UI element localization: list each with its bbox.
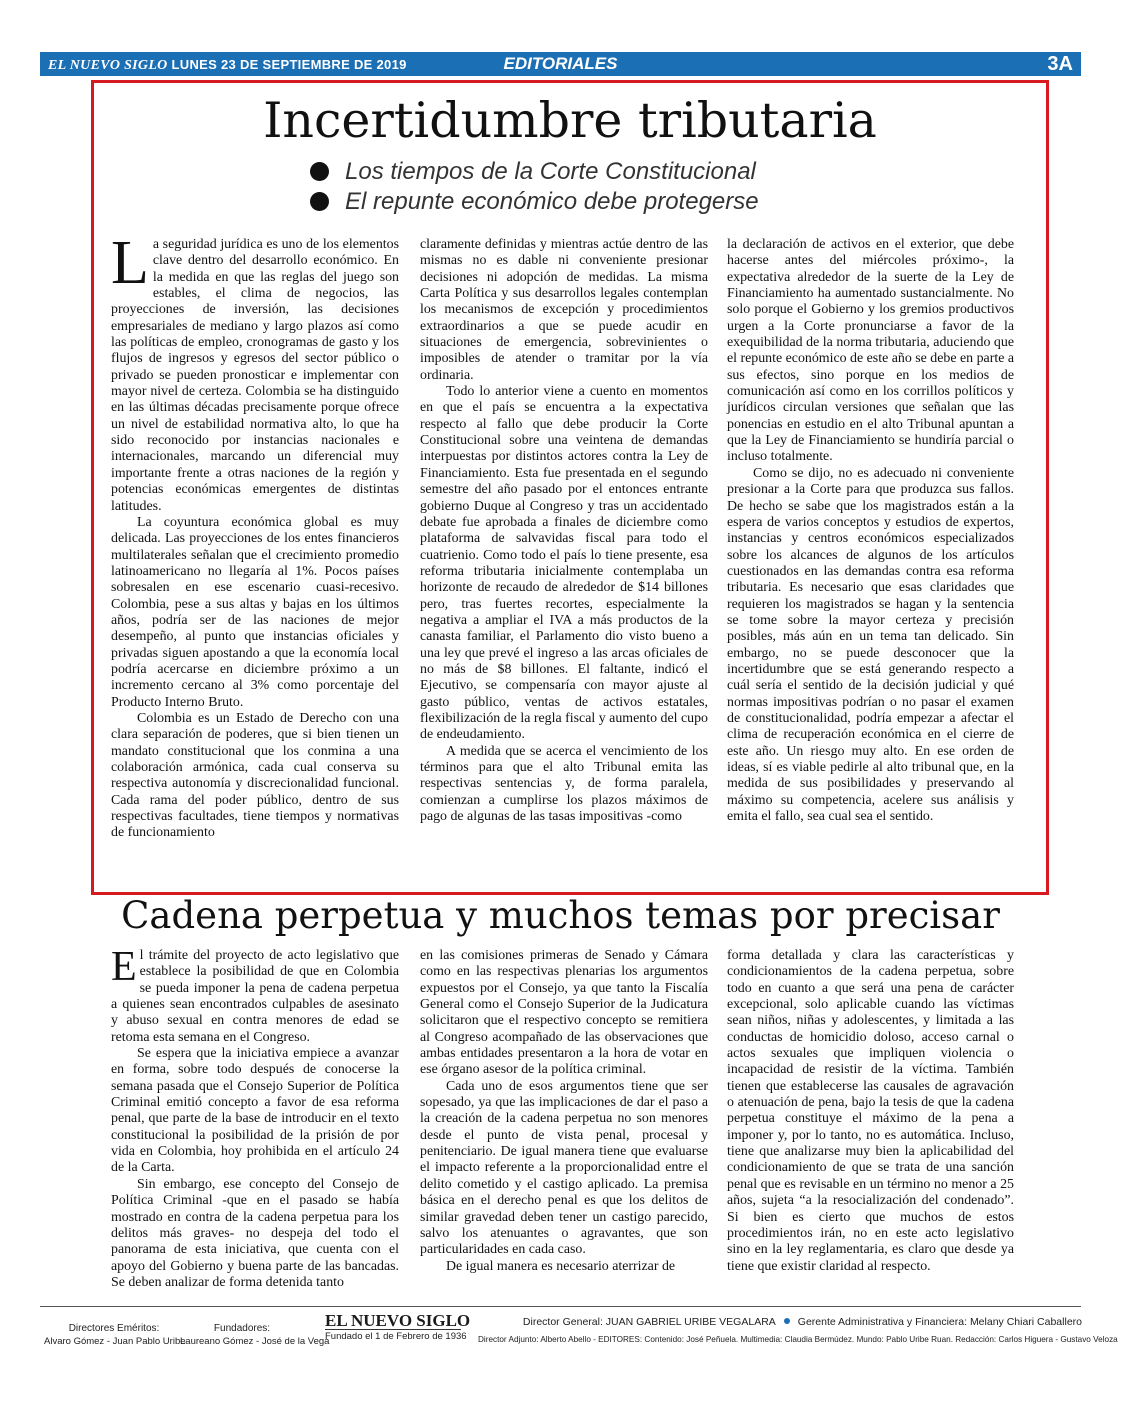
drop-cap: E <box>111 944 137 990</box>
paragraph: en las comisiones primeras de Senado y Cámara como en las respectivas plenarias los argumentos expuestos por el Consejo, ya que tanto la Fiscalía General como el Consejo Superior de la Judicatura solicitaron que el respectivo concepto se remitiera al Congreso acompañado de las observaciones que ambas entidades presentaron a la hora de votar en ese órgano asesor de la política criminal. <box>420 948 708 1078</box>
footer-logo-block <box>325 1311 471 1343</box>
paragraph: Todo lo anterior viene a cuento en momentos en que el país se encuentra a la expectativa respecto al fallo que debe producir la Corte Constitucional sobre una veintena de demandas interpuestas por distintos actores contra la Ley de Financiamiento. Esta fue presentada en el segundo semestre del año pasado por el entonces entrante gobierno Duque al Congreso y tras un accidentado debate fue aprobada a finales de diciembre como plataforma de salvavidas fiscal para todo el cuatrienio. Como todo el país lo tiene presente, esa reforma tributaria inicialmente contemplaba un horizonte de recaudo de alrededor de $14 billones pero, tras fuertes recortes, especialmente la negativa a ampliar el IVA a más productos de la canasta familiar, el Parlamento dio visto bueno a una ley que prevé el ingreso a las arcas oficiales de no más de $8 billones. El faltante, indicó el Ejecutivo, se compensaría con mayor ajuste al gasto público, ventas de activos estatales, flexibilización de la regla fiscal y aumento del cupo de endeudamiento. <box>420 384 708 743</box>
paragraph: forma detallada y clara las características y condicionamientos de la cadena perpetua, sobre todo en cuanto a que será una pena de carácter excepcional, solo aplicable cuando las víctimas sean niños, niñas y adolescentes, y limitada a las conductas de homicidio doloso, acceso carnal o actos sexuales que impliquen violencia o incapacidad de resistir de la víctima. También tienen que establecerse las causales de agravación o atenuación de pena, bajo la tesis de que la cadena perpetua constituye el máximo de la pena a imponer y, por lo tanto, no es automática. Incluso, tiene que analizarse muy bien la aplicabilidad del condicionamiento de que se trata de una sanción penal que es revisable en un término no menor a 25 años, sujeta “a la resocialización del condenado”. Si bien es cierto que muchos de estos procedimientos irán, no en este acto legislativo sino en la ley reglamentaria, es claro que desde ya tiene que existir claridad al respecto. <box>727 948 1014 1274</box>
paragraph: A medida que se acerca el vencimiento de los términos para que el alto Tribunal emita las respectivas sentencias y, de forma paralela, comienzan a cumplirse los plazos máximos de pago de algunas de las tasas impositivas -como <box>420 743 708 825</box>
bullet-icon <box>310 162 329 181</box>
drop-cap: L <box>111 229 149 297</box>
gerente: Gerente Administrativa y Financiera: Melany Chiari Caballero <box>797 1316 1082 1328</box>
paragraph: Sin embargo, ese concepto del Consejo de Política Criminal -que en el pasado se había mostrado en contra de la cadena perpetua para los delitos más graves- no despeja del todo el panorama de esta iniciativa, que cuenta con el apoyo del Gobierno y buena parte de las bancadas. Se deben analizar de forma detenida tanto <box>111 1176 399 1290</box>
paragraph: Colombia es un Estado de Derecho con una clara separación de poderes, que si bien tienen un mandato constitucional que los conmina a una colaboración armónica, cada cual conserva su respectiva autonomía y discrecionalidad funcional. Cada rama del poder público, dentro de sus respectivas facultades, tiene tiempos y normativas de funcionamiento <box>111 710 399 841</box>
section-name: EDITORIALES <box>503 54 618 73</box>
footer-staff <box>478 1316 1118 1346</box>
article1-subheads <box>310 157 759 217</box>
article1-title: Incertidumbre tributaria <box>263 92 877 149</box>
article2-column-3 <box>727 948 1014 1275</box>
paragraph: La seguridad jurídica es uno de los elementos clave dentro del desarrollo económico. En la medida en que las reglas del juego son estables, el clima de negocios, las proyecciones de inversión, las decisiones empresariales de mediano y largo plazos así como las políticas de empleo, cronogramas de gasto y los flujos de ingresos y egresos del sector público o privado se pueden pronosticar e implementar con mayor nivel de certeza. Colombia se ha distinguido en las últimas décadas precisamente porque ofrece un nivel de estabilidad normativa alto, lo que ha sido reconocido por instancias nacionales e internacionales, marcando un diferencial muy importante frente a otras naciones de la región y potencias económicas emergentes de distintas latitudes. <box>111 229 399 514</box>
article1-column-3 <box>727 237 1014 825</box>
page-header-bar <box>40 52 1081 76</box>
page-number: 3A <box>1047 53 1073 75</box>
subhead-2: El repunte económico debe protegerse <box>310 187 759 217</box>
paragraph: La coyuntura económica global es muy delicada. Las proyecciones de los entes financieros multilaterales señalan que el crecimiento promedio latinoamericano no llegaría al 1%. Pocos países sobresalen en ese escenario cuasi-recesivo. Colombia, pese a sus altas y bajas en los últimos años, podría ser de las naciones de mejor desempeño, al punto que instancias oficiales y privadas siguen apostando a que la economía local podría acercarse en diciembre próximo a un incremento cercano al 3% como porcentaje del Producto Interno Bruto. <box>111 514 399 710</box>
masthead: EL NUEVO SIGLO <box>48 58 168 73</box>
subhead-1: Los tiempos de la Corte Constitucional <box>310 157 759 187</box>
staff-list: Director Adjunto: Alberto Abello - EDITORES: Contenido: José Peñuela. Multimedia: Claudia Bermúdez. Mundo: Pablo Uribe Ruan. Redacción: Carlos Higuera - Gustavo Veloza <box>478 1335 1118 1344</box>
article2-column-2 <box>420 948 708 1275</box>
article2-column-1 <box>111 944 399 1291</box>
bullet-icon <box>310 192 329 211</box>
article2-title: Cadena perpetua y muchos temas por precisar <box>121 894 1000 937</box>
paragraph: El trámite del proyecto de acto legislativo que establece la posibilidad de que en Colombia se pueda imponer la pena de cadena perpetua a quienes sean encontrados culpables de asesinato y abuso sexual en contra menores de edad se retoma esta semana en el Congreso. <box>111 944 399 1045</box>
paragraph: Cada uno de esos argumentos tiene que ser sopesado, ya que las implicaciones de dar el paso a la creación de la cadena perpetua no son menores desde el punto de vista penal, procesal y penitenciario. De igual manera tiene que evaluarse el impacto referente a la proporcionalidad entre el delito cometido y el castigo aplicado. La premisa básica en el derecho penal es que los delitos de similar gravedad deben tener un castigo parecido, salvo los atenuantes o agravantes, que son particularidades en cada caso. <box>420 1078 708 1258</box>
footer-fundadores: Fundadores: Laureano Gómez - José de la Vega <box>180 1323 330 1347</box>
bullet-icon <box>784 1318 790 1324</box>
paragraph: De igual manera es necesario aterrizar de <box>446 1258 676 1274</box>
footer-emeritos: Directores Eméritos: Alvaro Gómez - Juan Pablo Uribe <box>44 1323 186 1347</box>
article1-column-1 <box>111 229 399 842</box>
footer-divider <box>40 1306 1081 1307</box>
founded-date: Fundado el 1 de Febrero de 1936 <box>325 1331 467 1342</box>
paragraph: Como se dijo, no es adecuado ni conveniente presionar a la Corte para que produzca sus fallos. De hecho se sabe que los magistrados están a la espera de varios conceptos y estudios de expertos, instancias y centros económicos especializados sobre los alcances de algunos de los artículos cuestionados en las demandas contra esa reforma tributaria. Es necesario que esas claridades que requieren los magistrados se hagan y la sentencia se tome sobre la mayor certeza y precisión posibles, más aún en un tema tan delicado. Sin embargo, no se puede desconocer que la incertidumbre que se está generando respecto a cuál sería el sentido de la decisión judicial y qué normas impositivas podrían o no pasar el examen de constitucionalidad, podría empezar a afectar el clima de recuperación económica en el cierre de este año. Un riesgo muy alto. En ese orden de ideas, sí es viable pedirle al alto tribunal que, en la medida de sus posibilidades y preservando al máximo su competencia, acelere sus análisis y emita el fallo, sea cual sea el sentido. <box>727 465 1014 825</box>
director-general: Director General: JUAN GABRIEL URIBE VEGALARA <box>522 1316 776 1328</box>
article1-column-2 <box>420 237 708 825</box>
paragraph: claramente definidas y mientras actúe dentro de las mismas no es dable ni conveniente presionar decisiones ni adopción de medidas. La misma Carta Política y sus desarrollos legales contemplan los mecanismos de excepción y procedimientos extraordinarios a que se puede acudir en situaciones de emergencia, sobrevinientes o imposibles de atender o tramitar por la vía ordinaria. <box>420 237 708 383</box>
paragraph: Se espera que la iniciativa empiece a avanzar en forma, sobre todo después de conocerse la semana pasada que el Consejo Superior de Política Criminal emitió concepto a favor de esa reforma penal, que parte de la base de introducir en el texto constitucional la posibilidad de la prisión de por vida en Colombia, hoy prohibida en el artículo 24 de la Carta. <box>111 1046 399 1176</box>
paragraph: la declaración de activos en el exterior, que debe hacerse antes del miércoles próximo-, la expectativa alrededor de la suerte de la Ley de Financiamiento ha aumentado sustancialmente. No solo porque el Gobierno y los gremios productivos urgen a la Corte pronunciarse a favor de la exequibilidad de la norma tributaria, aduciendo que el repunte económico de este año se debe en parte a sus efectos, sino porque en los medios de comunicación así como en los corrillos políticos y jurídicos circulan versiones que señalan que las ponencias en estudio en el alto Tribunal apuntan a que la Ley de Financiamiento se hundiría parcial o incluso totalmente. <box>727 237 1014 465</box>
newspaper-logo: EL NUEVO SIGLO <box>325 1311 471 1330</box>
issue-date: LUNES 23 DE SEPTIEMBRE DE 2019 <box>171 57 407 72</box>
